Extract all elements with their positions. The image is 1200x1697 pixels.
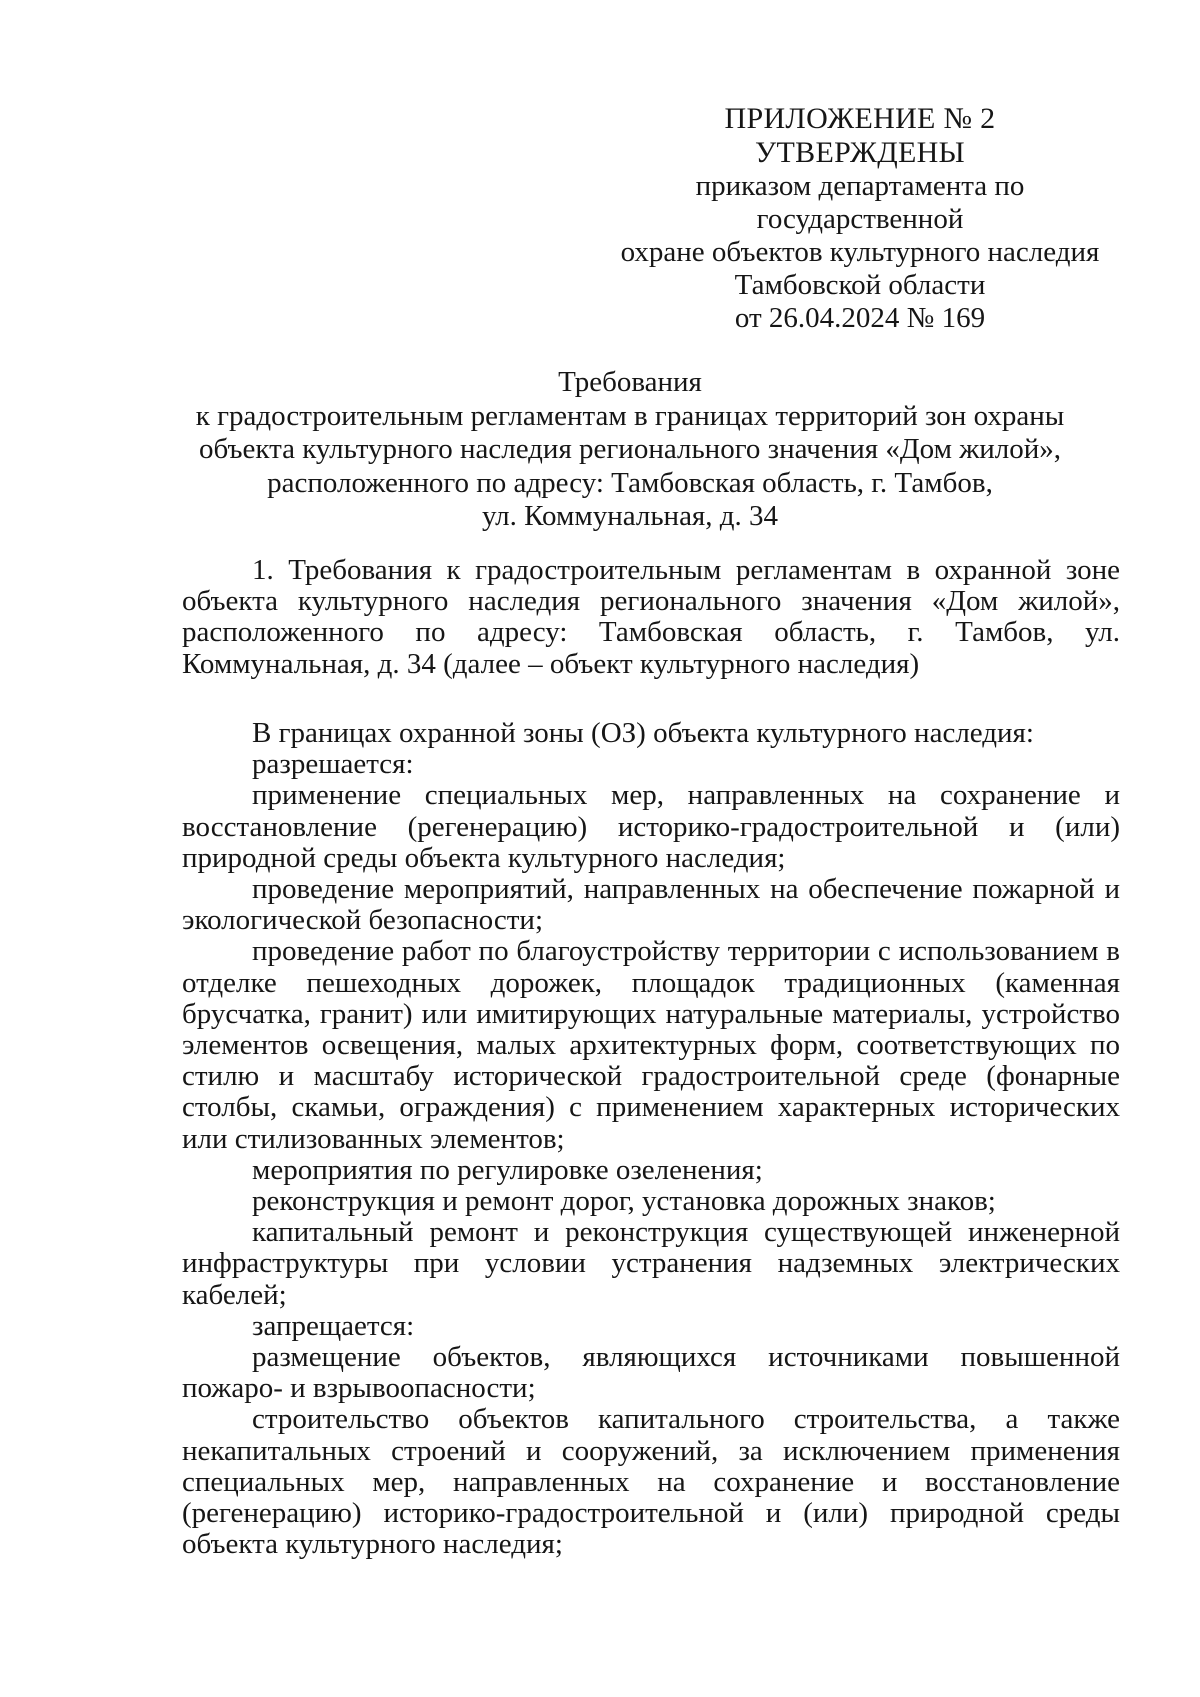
forbidden-label: запрещается: (252, 1309, 415, 1342)
title-line-2: объекта культурного наследия регионального значения «Дом жилой», (198, 433, 1062, 465)
approval-line-2: охране объектов культурного наследия (620, 236, 1100, 268)
protection-zone-section (182, 718, 1120, 1560)
approval-line-1: приказом департамента по государственной (695, 170, 1025, 235)
section-1-text: 1. Требования к градостроительным регламентам в охранной зоне объекта культурного наследия регионального значения «Дом жилой», расположенного по адресу: Тамбовская область, г. Тамбов, ул. Коммунальная, д. 34 (далее – объект культурного наследия) (182, 554, 1120, 680)
title-heading: Требования (558, 366, 702, 398)
approval-date-number: от 26.04.2024 № 169 (734, 302, 986, 334)
allowed-item: реконструкция и ремонт дорог, установка дорожных знаков; (252, 1185, 996, 1218)
allowed-label: разрешается: (252, 748, 414, 781)
appendix-number: ПРИЛОЖЕНИЕ № 2 (724, 102, 996, 135)
allowed-item: применение специальных мер, направленных на сохранение и восстановление (регенерацию) историко-градостроительной и (или) природной среды объекта культурного наследия; (182, 779, 1120, 874)
forbidden-item: размещение объектов, являющихся источниками повышенной пожаро- и взрывоопасности; (182, 1341, 1120, 1405)
allowed-item: проведение работ по благоустройству территории с использованием в отделке пешеходных дорожек, площадок традиционных (каменная брусчатка, гранит) или имитирующих натуральные материалы, устройство элементов освещения, малых архитектурных форм, соответствующих по стилю и масштабу исторической градостроительной среде (фонарные столбы, скамьи, ограждения) с применением характерных исторических или стилизованных элементов; (182, 935, 1120, 1155)
title-line-4: ул. Коммунальная, д. 34 (481, 500, 779, 532)
allowed-item: мероприятия по регулировке озеленения; (252, 1153, 763, 1186)
title-line-3: расположенного по адресу: Тамбовская область, г. Тамбов, (267, 466, 993, 499)
zone-intro: В границах охранной зоны (ОЗ) объекта культурного наследия: (252, 717, 1034, 749)
title-line-1: к градостроительным регламентам в границах территорий зон охраны (195, 399, 1065, 432)
document-title (190, 366, 1070, 534)
section-1 (182, 555, 1120, 680)
approval-line-3: Тамбовской области (734, 269, 986, 301)
approved-label: УТВЕРЖДЕНЫ (754, 136, 966, 169)
allowed-item: проведение мероприятий, направленных на обеспечение пожарной и экологической безопасности; (182, 873, 1120, 937)
approval-block (600, 102, 1120, 335)
allowed-item: капитальный ремонт и реконструкция существующей инженерной инфраструктуры при условии устранения надземных электрических кабелей; (182, 1216, 1120, 1311)
forbidden-item: строительство объектов капитального строительства, а также некапитальных строений и сооружений, за исключением применения специальных мер, направленных на сохранение и восстановление (регенерацию) историко-градостроительной и (или) природной среды объекта культурного наследия; (182, 1403, 1120, 1561)
